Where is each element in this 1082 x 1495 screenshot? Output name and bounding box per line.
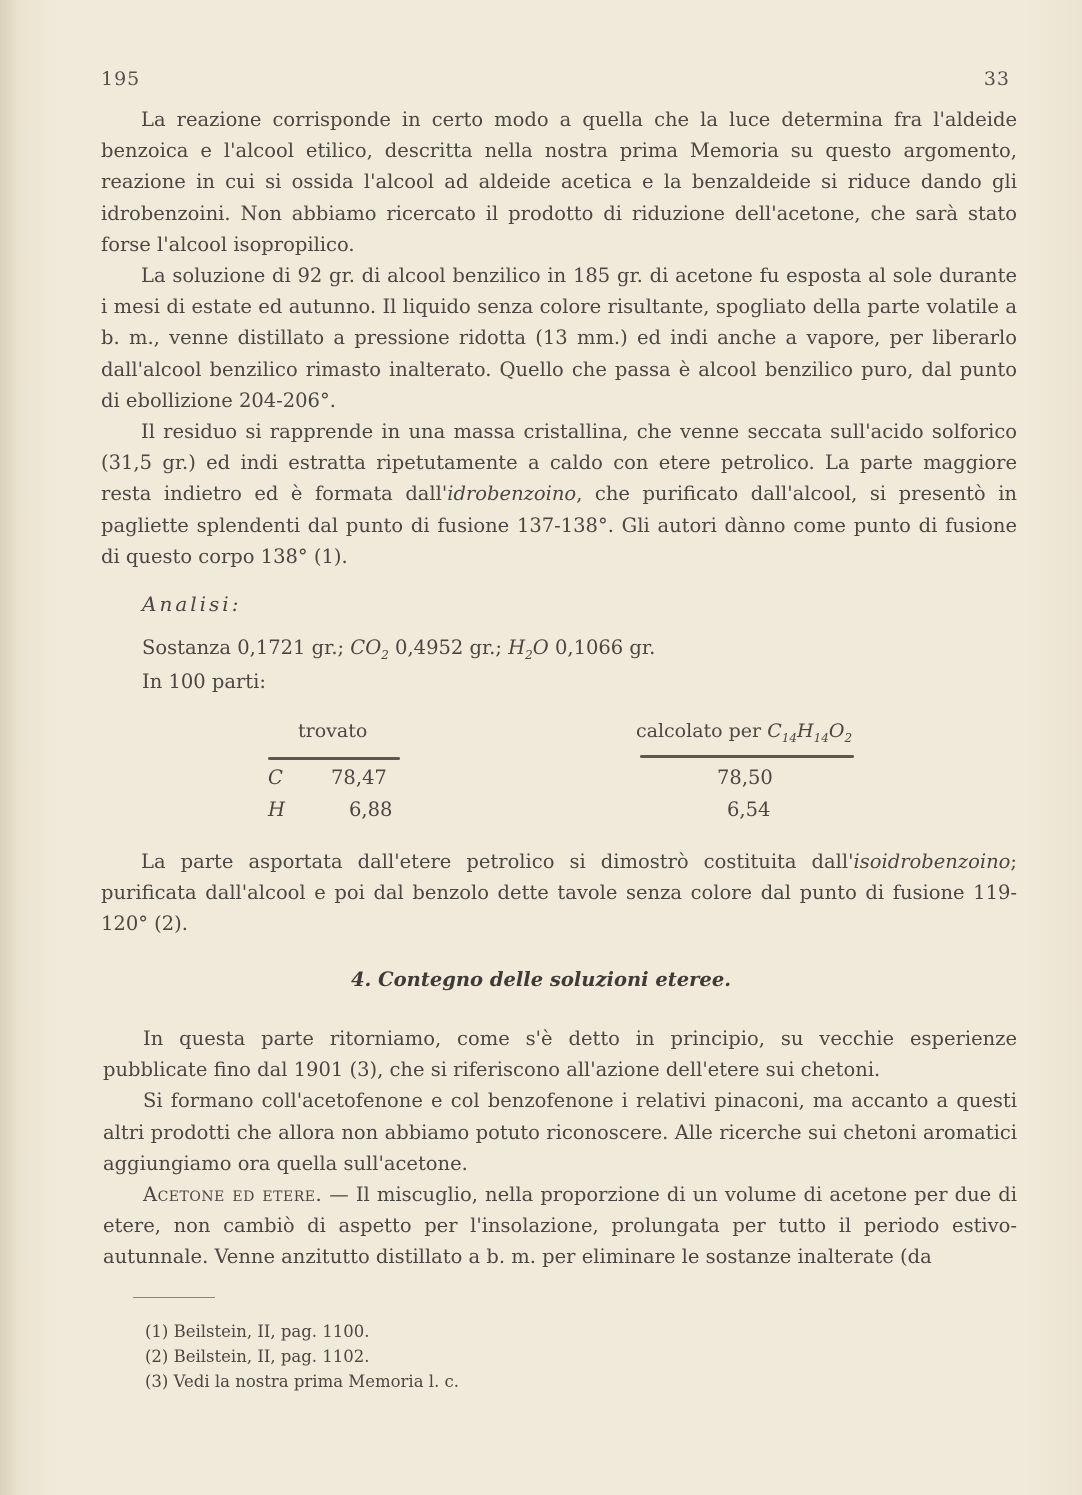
footnote-divider bbox=[133, 1297, 215, 1298]
formula bbox=[767, 720, 853, 745]
text-run: 0,1066 gr. bbox=[548, 636, 656, 659]
formula-subscript: 2 bbox=[381, 647, 389, 662]
formula bbox=[350, 636, 389, 662]
analysis-line bbox=[142, 636, 655, 662]
compound-name: idrobenzoino bbox=[447, 482, 577, 506]
paragraph bbox=[101, 416, 1017, 572]
element-symbol: C bbox=[268, 766, 283, 789]
main-text bbox=[103, 1023, 1017, 1273]
formula-symbol: H bbox=[508, 636, 526, 659]
formula-symbol: CO bbox=[350, 636, 382, 659]
column-header-calculated bbox=[636, 720, 852, 745]
section-heading: 4. Contegno delle soluzioni eteree. bbox=[350, 968, 732, 991]
formula-subscript: 2 bbox=[844, 730, 853, 745]
text-run: 0,4952 gr.; bbox=[388, 636, 509, 659]
found-value: 6,88 bbox=[349, 798, 393, 821]
paragraph: La reazione corrisponde in certo modo a quella che la luce determina fra l'aldeide benzoica e l'alcool etilico, descritta nella nostra prima Memoria su questo argomento, reazione in cui si ossida l'alcool ad aldeide acetica e la benzaldeide si riduce dando gli idrobenzoini. Non abbiamo ricercato il prodotto di riduzione dell'acetone, che sarà stato forse l'alcool isopropilico. bbox=[101, 108, 1017, 256]
analysis-label: Analisi: bbox=[142, 592, 242, 616]
formula-subscript: 14 bbox=[781, 730, 798, 745]
running-number: 33 bbox=[983, 68, 1010, 90]
formula-symbol: C bbox=[767, 720, 782, 742]
footnote: (2) Beilstein, II, pag. 1102. bbox=[145, 1347, 370, 1366]
analysis-line: In 100 parti: bbox=[142, 670, 266, 693]
paragraph bbox=[101, 846, 1017, 940]
formula-symbol: H bbox=[797, 720, 814, 742]
text-run: ; purificata dall'alcool e poi dal benzolo dette tavole senza colore dal punto di fusione 119-120° (2). bbox=[101, 850, 1017, 936]
paragraph: In questa parte ritorniamo, come s'è detto in principio, su vecchie esperienze pubblicate fino dal 1901 (3), che si riferiscono all'azione dell'etere sui chetoni. bbox=[103, 1027, 1017, 1082]
text-run: — Il miscuglio, nella proporzione di un volume di acetone per due di etere, non cambiò di aspetto per l'insolazione, prolungata per tutto il periodo estivo-autunnale. Venne anzitutto distillato a b. m. per eliminare le sostanze inalterate (da bbox=[103, 1183, 1017, 1269]
column-header-found: trovato bbox=[298, 720, 368, 742]
paragraph: Si formano coll'acetofenone e col benzofenone i relativi pinaconi, ma accanto a questi altri prodotti che allora non abbiamo potuto riconoscere. Alle ricerche sui chetoni aromatici aggiungiamo ora quella sull'acetone. bbox=[103, 1089, 1017, 1175]
compound-name: isoidrobenzoino bbox=[853, 850, 1011, 873]
formula-symbol: O bbox=[828, 720, 845, 742]
main-text bbox=[101, 846, 1017, 940]
element-symbol: H bbox=[268, 798, 286, 821]
calculated-value: 78,50 bbox=[717, 766, 773, 789]
found-value: 78,47 bbox=[331, 766, 387, 789]
page-number: 195 bbox=[101, 68, 141, 90]
formula bbox=[508, 636, 549, 662]
footnote: (3) Vedi la nostra prima Memoria l. c. bbox=[145, 1372, 460, 1391]
paragraph: La soluzione di 92 gr. di alcool benzilico in 185 gr. di acetone fu esposta al sole durante i mesi di estate ed autunno. Il liquido senza colore risultante, spogliato della parte volatile a b. m., venne distillato a pressione ridotta (13 mm.) ed indi anche a vapore, per liberarlo dall'alcool benzilico rimasto inalterato. Quello che passa è alcool benzilico puro, dal punto di ebollizione 204-206°. bbox=[101, 264, 1017, 412]
formula-subscript: 2 bbox=[525, 647, 533, 662]
text-run: , che purificato dall'alcool, si presentò in pagliette splendenti dal punto di fusione 137-138°. Gli autori dànno come punto di fusione di questo corpo 138° (1). bbox=[101, 482, 1017, 568]
text-run: Sostanza 0,1721 gr.; bbox=[142, 636, 351, 659]
run-in-heading: Acetone ed etere. bbox=[143, 1183, 323, 1207]
footnote: (1) Beilstein, II, pag. 1100. bbox=[145, 1322, 370, 1341]
text-run: La parte asportata dall'etere petrolico si dimostrò costituita dall' bbox=[141, 850, 854, 873]
text-run: calcolato per bbox=[636, 720, 768, 742]
text-run: Il residuo si rapprende in una massa cristallina, che venne seccata sull'acido solforico (31,5 gr.) ed indi estratta ripetutamente a caldo con etere petrolico. La parte maggiore resta indietro ed è formata dall' bbox=[101, 420, 1017, 506]
calculated-value: 6,54 bbox=[727, 798, 771, 821]
main-text bbox=[101, 104, 1017, 572]
formula-subscript: 14 bbox=[813, 730, 829, 745]
table-rule bbox=[640, 755, 854, 758]
paragraph bbox=[103, 1179, 1017, 1273]
table-rule bbox=[268, 757, 400, 760]
formula-symbol: O bbox=[532, 636, 549, 659]
